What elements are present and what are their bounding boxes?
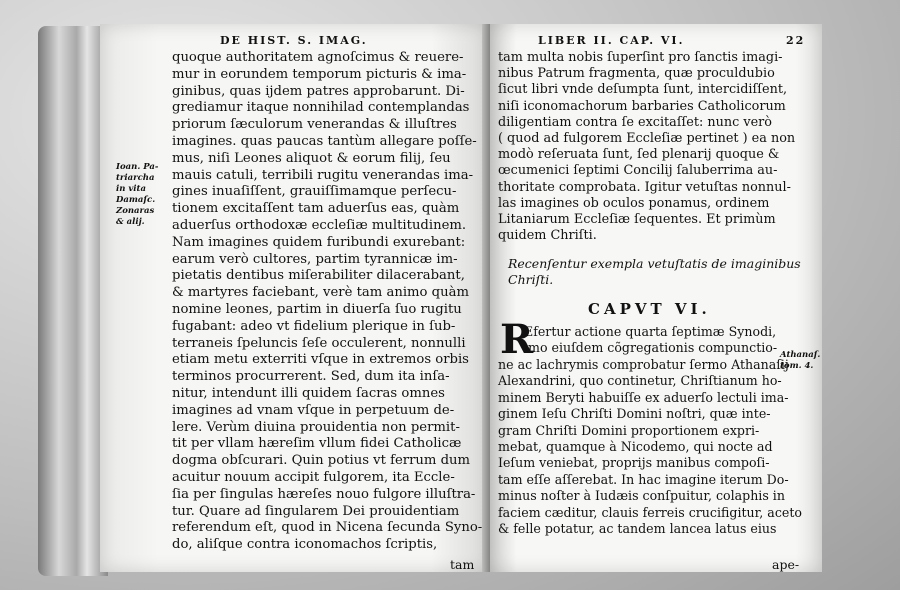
page-number: 22: [786, 34, 806, 47]
text-line: minem Beryti habuiſſe ex aduerſo lectuli ima-: [498, 389, 789, 405]
text-line: pietatis dentibus miſerabiliter dilacerabant,: [172, 268, 465, 284]
text-line: Ieſum veniebat, proprijs manibus compoſi-: [498, 455, 770, 471]
text-line: terminos procurrerent. Sed, dum ita inſa-: [172, 369, 450, 385]
text-line: aduerſus orthodoxæ eccleſiæ multitudinem.: [172, 217, 467, 233]
drop-cap: R: [500, 316, 534, 363]
right-catchword: ape-: [772, 557, 800, 572]
margin-note-line: Zonaras: [116, 206, 155, 216]
left-catchword: tam: [450, 557, 475, 572]
text-line: gines inuaſiſſent, grauiſſimamque perſecu-: [172, 184, 457, 200]
margin-note-line: triarcha: [116, 173, 155, 183]
text-line: tam multa nobis ſuperſint pro ſanctis imagi-: [498, 50, 783, 65]
text-line: referendum eſt, quod in Nicena ſecunda Syno-: [172, 520, 483, 536]
text-line: imagines. quas paucas tantùm allegare poſſe-: [172, 133, 477, 149]
text-line: las imagines ob oculos ponamus, ordinem: [498, 195, 770, 211]
text-line: ginem Ieſu Chriſti Domini noſtri, quæ inte-: [498, 406, 771, 422]
right-page: [490, 24, 822, 572]
chapter-title: CAPVT VI.: [588, 300, 711, 318]
text-line: imagines ad vnam vſque in perpetuum de-: [172, 402, 455, 418]
margin-note-line: Damaſc.: [116, 195, 156, 205]
text-line: gram Chriſti Domini proportionem expri-: [498, 422, 760, 438]
text-line: mauis catuli, terribili rugitu venerandas ima-: [172, 167, 474, 183]
margin-note-line: in vita: [116, 184, 146, 194]
text-line: faciem cæditur, clauis ferreis crucifigitur, aceto: [498, 504, 802, 520]
text-line: earum verò cultores, partim tyrannicæ im-: [172, 251, 458, 267]
text-line: ( quod ad fulgorem Eccleſiæ pertinet ) ea non: [498, 131, 796, 147]
margin-note-line: Ioan. Pa-: [116, 162, 159, 172]
text-line: nibus Patrum fragmenta, quæ proculdubio: [498, 66, 775, 82]
text-line: & martyres faciebant, verè tam animo quàm: [172, 285, 469, 301]
chapter-body-text: [498, 357, 802, 537]
text-line: grediamur itaque nonnihilad contemplandas: [172, 100, 470, 116]
text-line: mebat, quamque à Nicodemo, qui nocte ad: [498, 439, 773, 455]
text-line: Nam imagines quidem furibundi exurebant:: [172, 234, 466, 250]
text-line: niſi iconomachorum barbaries Catholicorum: [498, 98, 786, 114]
margin-note-line: & alij.: [116, 217, 145, 227]
text-line: terraneis ſpeluncis ſeſe occulerent, nonnulli: [172, 335, 466, 351]
right-running-header: LIBER II. CAP. VI.: [538, 34, 685, 47]
text-line: do, aliſque contra iconomachos ſcriptis,: [172, 537, 438, 553]
text-line: ne ac lachrymis comprobatur ſermo Athanaſij: [498, 357, 789, 372]
text-line: quoque authoritatem agnoſcimus & reuere-: [172, 50, 464, 65]
text-line: minus noſter à Iudæis conſpuitur, colaphis in: [498, 488, 785, 504]
right-body-text: [498, 50, 795, 244]
text-line: Alexandrini, quo continetur, Chriſtianum ho-: [498, 373, 782, 389]
text-line: nomine leones, partim in diuerſa ſuo rugitu: [172, 301, 462, 317]
left-margin-note: [116, 162, 158, 228]
text-line: & felle potatur, ac tandem lancea latus eius: [498, 521, 777, 537]
text-line: imo eiuſdem cõgregationis compunctio-: [524, 340, 778, 356]
heading-line: Recenſentur exempla vetuſtatis de imaginibus: [508, 256, 801, 271]
book-edge: [38, 26, 108, 576]
text-line: tionem excitaſſent tam aduerſus eas, quàm: [172, 201, 460, 217]
right-margin-note: [780, 350, 820, 372]
text-line: œcumenici ſeptimi Concilij ſaluberrima au-: [498, 163, 778, 179]
text-line: nitur, intendunt illi quidem ſacras omnes: [172, 385, 445, 401]
text-line: ſicut libri vnde deſumpta ſunt, intercidiſſent,: [498, 82, 788, 98]
text-line: tur. Quare ad ſingularem Dei prouidentiam: [172, 503, 460, 519]
text-line: tam eſſe aſſerebat. In hac imagine iterum Do-: [498, 471, 789, 487]
text-line: quidem Chriſti.: [498, 228, 597, 244]
text-line: ginibus, quas ijdem patres approbarunt. Di-: [172, 83, 465, 99]
text-line: tit per vllam hæreſim vllum fidei Catholicæ: [172, 436, 462, 452]
text-line: priorum ſæculorum venerandas & illuſtres: [172, 117, 457, 133]
text-line: lere. Verùm diuina prouidentia non permit-: [172, 419, 460, 435]
text-line: dogma obſcurari. Quin potius vt ferrum dum: [172, 453, 471, 469]
text-line: Litaniarum Eccleſiæ ſequentes. Et primùm: [498, 212, 776, 228]
heading-line: Chriſti.: [508, 272, 554, 287]
text-line: mur in eorundem temporum picturis & ima-: [172, 66, 467, 82]
left-body-text: [172, 50, 482, 554]
left-page: [100, 24, 490, 572]
text-line: fugabant: adeo vt fidelium plerique in ſub-: [172, 318, 456, 334]
text-line: mus, niſi Leones aliquot & eorum filij, ſeu: [172, 150, 451, 166]
text-line: diligentiam contra ſe excitaſſet: nunc verò: [498, 114, 772, 130]
text-line: Efertur actione quarta ſeptimæ Synodi,: [524, 324, 777, 339]
text-line: thoritate comprobata. Igitur vetuſtas nonnul-: [498, 179, 791, 195]
margin-note-line: tom. 4.: [780, 361, 814, 371]
chapter-body-first-lines: [524, 324, 777, 357]
text-line: ſia per ſingulas hæreſes nouo fulgore illuſtra-: [172, 486, 476, 502]
section-heading: [508, 256, 801, 288]
left-running-header: DE HIST. S. IMAG.: [220, 34, 368, 47]
text-line: acuitur nouum accipit fulgorem, ita Eccle-: [172, 469, 455, 485]
text-line: modò reſeruata ſunt, ſed plenarij quoque &: [498, 147, 780, 163]
margin-note-line: Athanaſ.: [780, 350, 821, 360]
text-line: etiam metu exterriti vſque in extremos orbis: [172, 352, 469, 368]
open-book: [38, 6, 828, 586]
